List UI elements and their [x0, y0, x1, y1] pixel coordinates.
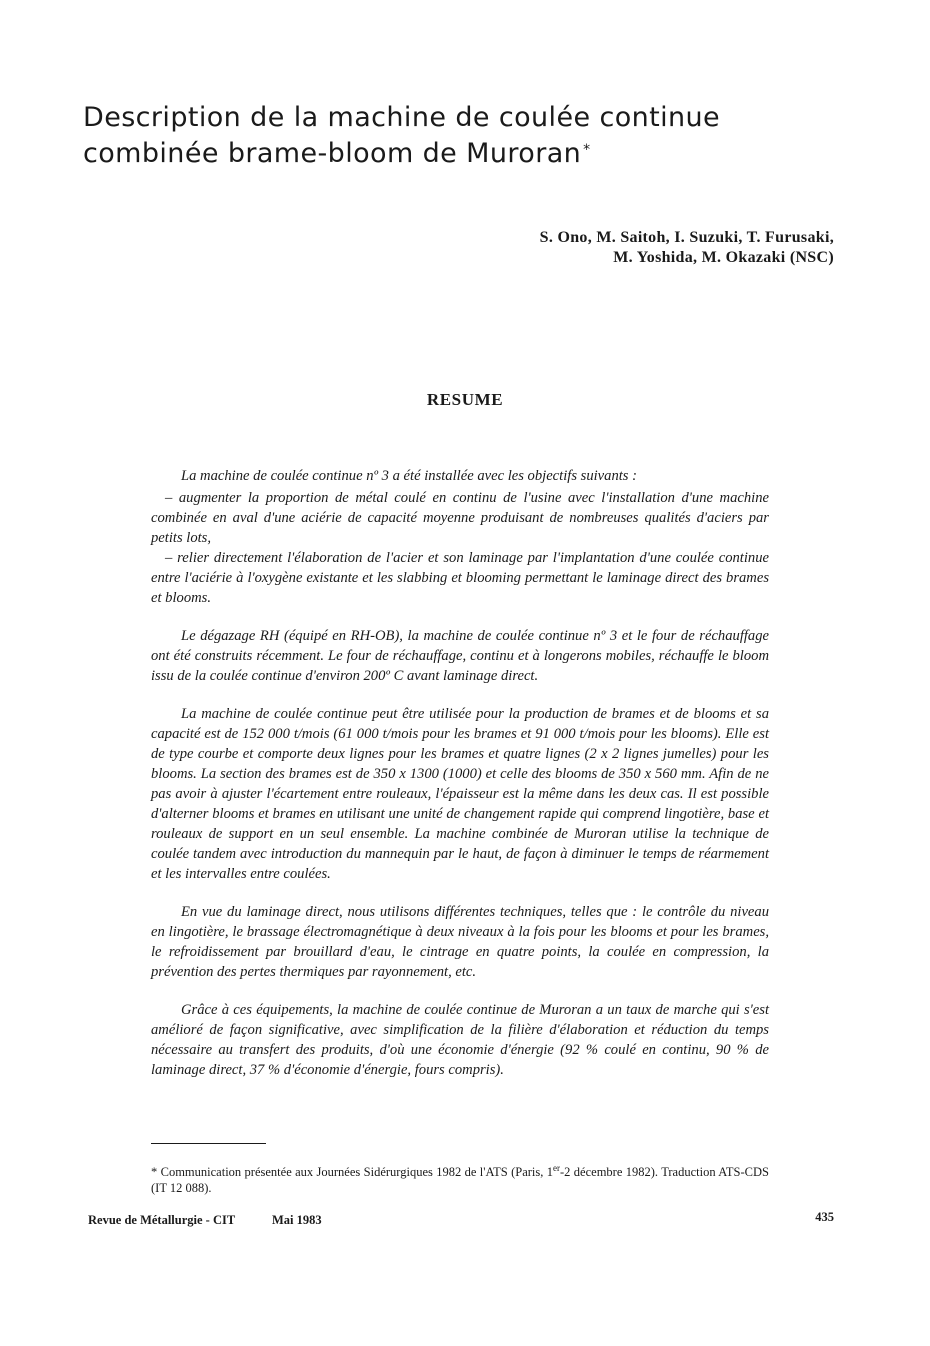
title-footnote-marker: *: [583, 142, 591, 158]
title-line-2: combinée brame-bloom de Muroran: [83, 138, 582, 169]
author-list: [540, 228, 834, 268]
title-line-1: Description de la machine de coulée continue: [83, 102, 721, 133]
page-number: 435: [815, 1210, 834, 1224]
footnote-divider: [151, 1143, 266, 1144]
abstract-intro: La machine de coulée continue nº 3 a été installée avec les objectifs suivants :: [181, 468, 637, 484]
abstract-paragraph-4: Grâce à ces équipements, la machine de coulée continue de Muroran a un taux de marche qui s'est amélioré de façon significative, avec simplification de la filière d'élaboration et réduction du temps nécessaire au transfert des produits, d'où une économie d'énergie (92 % coulé en continu, 90 % de laminage direct, 37 % d'économie d'énergie, fours compris).: [151, 1002, 769, 1078]
abstract-paragraph-1: Le dégazage RH (équipé en RH-OB), la machine de coulée continue nº 3 et le four de réchauffage ont été construits récemment. Le four de réchauffage, continu et à longerons mobiles, réchauffe le bloom issu de la coulée continue d'environ 200º C avant laminage direct.: [151, 628, 769, 684]
abstract-paragraph-2: La machine de coulée continue peut être utilisée pour la production de brames et de blooms et sa capacité est de 152 000 t/mois (61 000 t/mois pour les brames et 91 000 t/mois pour les blooms). Elle est de type courbe et comporte deux lignes pour les brames et quatre lignes (2 x 2 lignes jumelles) pour les blooms. La section des brames est de 350 x 1300 (1000) et celle des blooms de 350 x 560 mm. Afin de ne pas avoir à ajuster l'écartement entre rouleaux, l'épaisseur est la même dans les deux cas. Il est possible d'alterner blooms et brames en utilisant une unité de changement rapide qui comprend lingotière, base et rouleaux de support en un seul ensemble. La machine combinée de Muroran utilise la technique de coulée tandem avec introduction du mannequin par le haut, de façon à diminuer le temps de réarmement et les intervalles entre coulées.: [151, 706, 769, 882]
authors-line-1: S. Ono, M. Saitoh, I. Suzuki, T. Furusaki,: [539, 229, 834, 246]
resume-heading: RESUME: [426, 390, 504, 409]
footnote: [151, 1160, 769, 1196]
footnote-text-start: * Communication présentée aux Journées Sidérurgiques 1982 de l'ATS (Paris, 1: [151, 1165, 554, 1180]
footer-journal-name: Revue de Métallurgie - CIT: [88, 1213, 236, 1227]
footer-issue-date: Mai 1983: [272, 1213, 322, 1227]
abstract-objective-2: – relier directement l'élaboration de l'acier et son laminage par l'implantation d'une coulée continue entre l'aciérie à l'oxygène existante et les slabbing et blooming permettant le laminage direct des brames et blooms.: [151, 550, 769, 606]
abstract-paragraph-3: En vue du laminage direct, nous utilisons différentes techniques, telles que : le contrôle du niveau en lingotière, le brassage électromagnétique à deux niveaux à la fois pour les blooms et pour les brames, le refroidissement par brouillard d'eau, le cintrage en quatre points, la coulée en compression, la prévention des pertes thermiques par rayonnement, etc.: [151, 904, 769, 980]
authors-line-2: M. Yoshida, M. Okazaki (NSC): [613, 249, 834, 266]
footnote-text-end: -2 décembre 1982). Traduction ATS-CDS (IT 12 088).: [151, 1165, 769, 1196]
article-title: [83, 100, 883, 172]
footnote-superscript: er: [553, 1163, 561, 1173]
abstract-body: [151, 466, 769, 1080]
abstract-objective-1: – augmenter la proportion de métal coulé en continu de l'usine avec l'installation d'une machine combinée en aval d'une aciérie de capacité moyenne produisant de nombreuses qualités d'aciers par petits lots,: [151, 490, 769, 546]
